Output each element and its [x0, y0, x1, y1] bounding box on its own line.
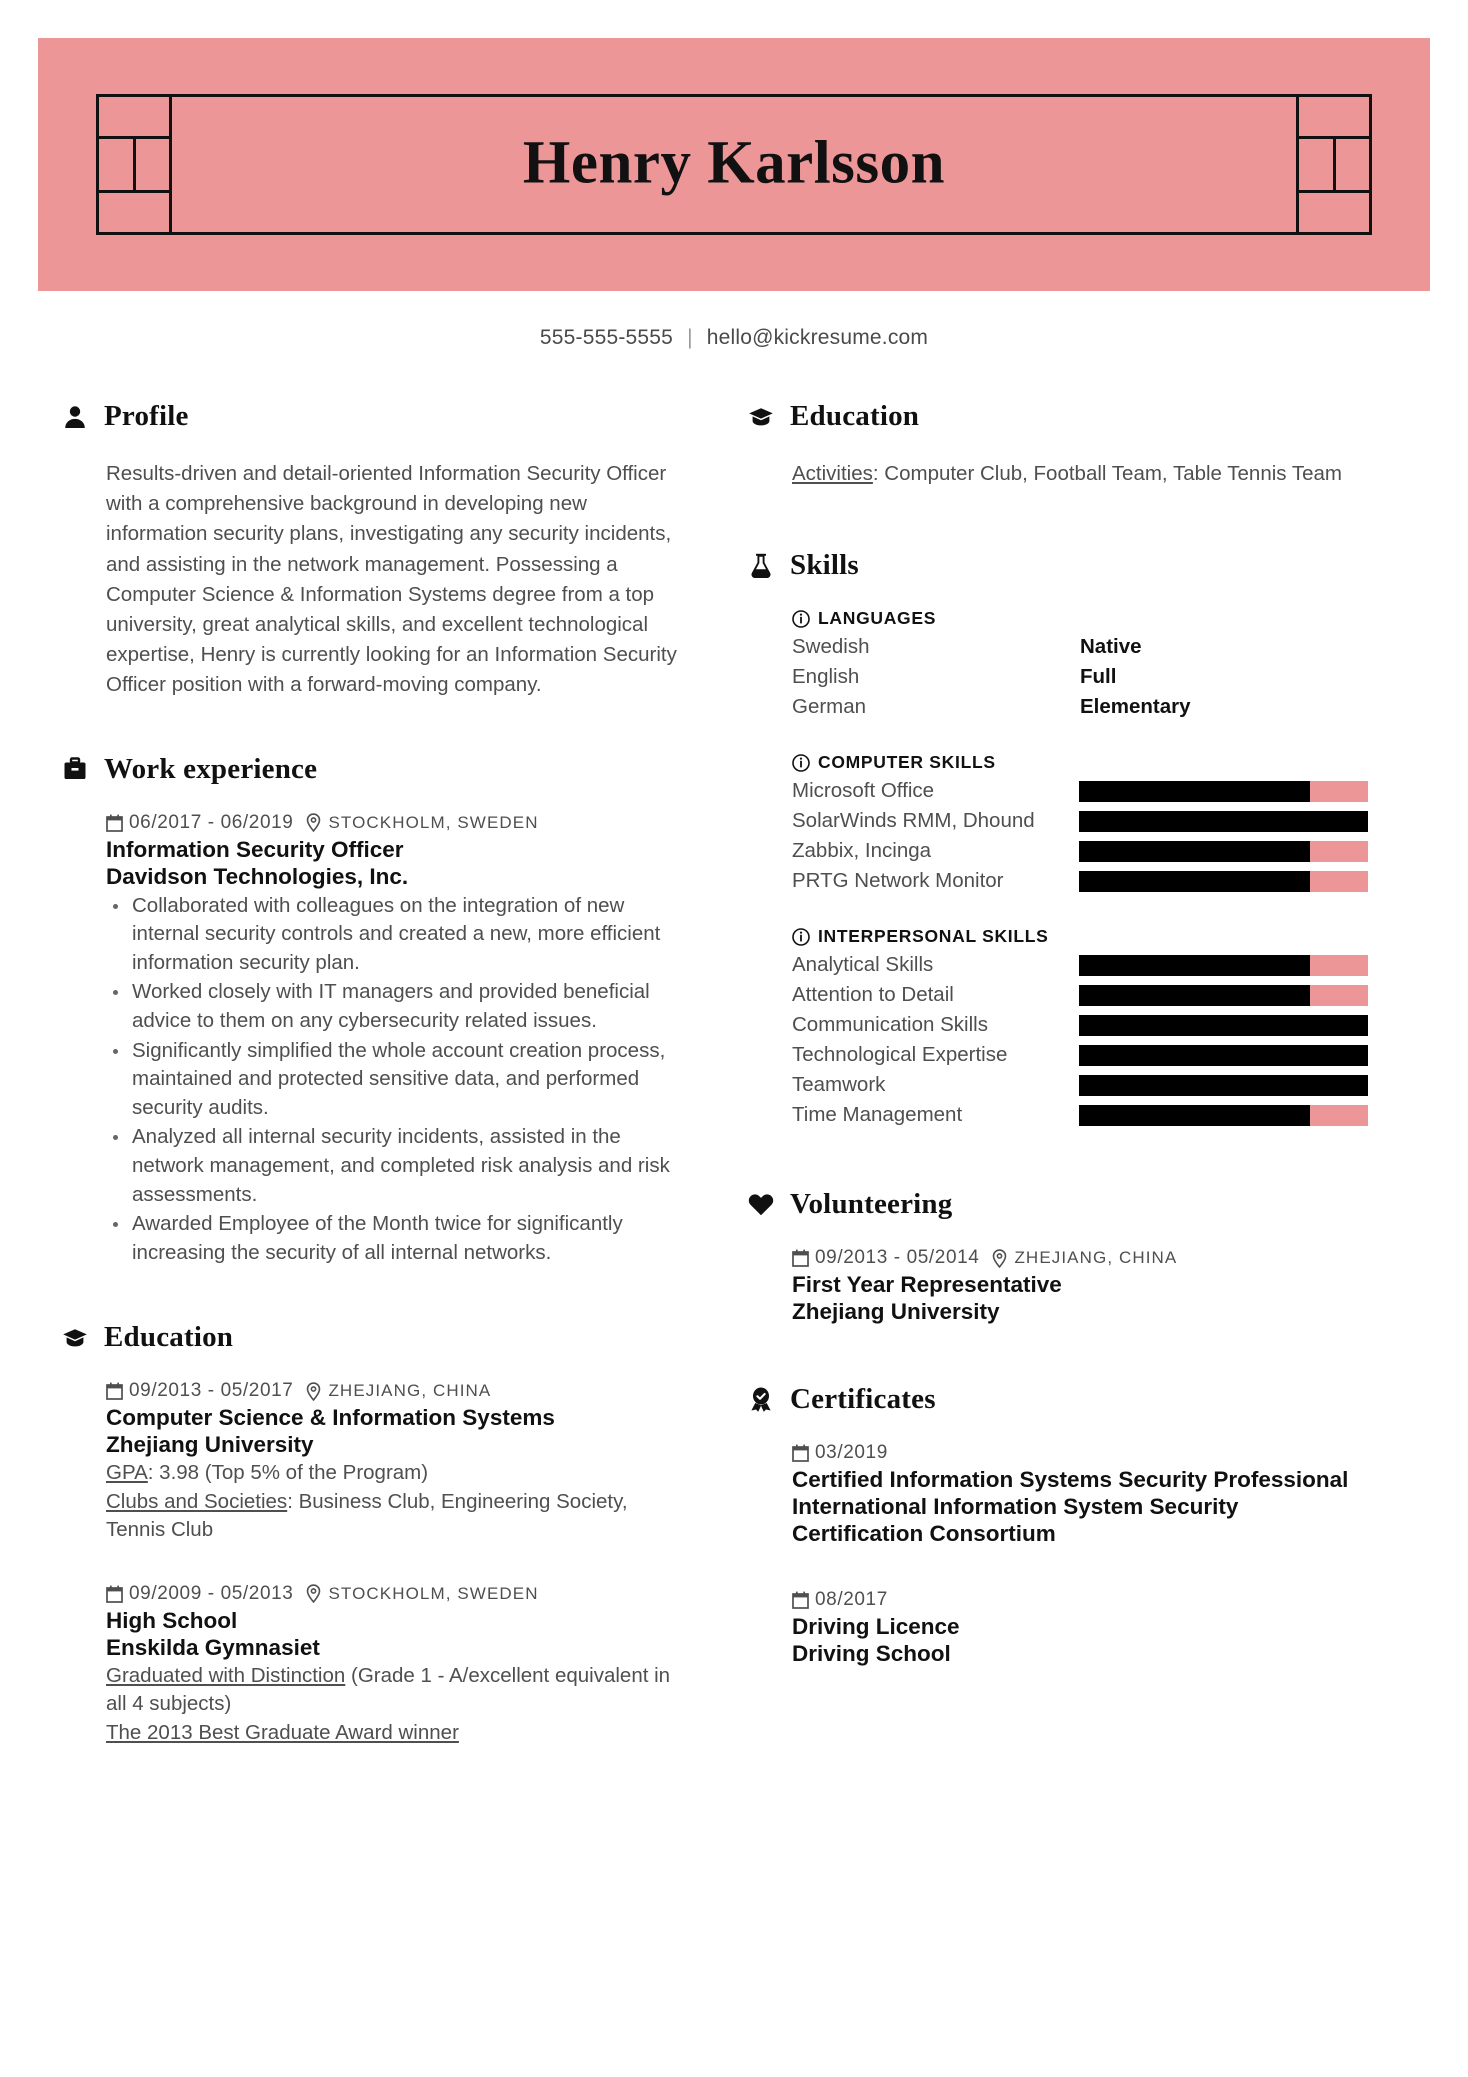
volunteering-entry-org: Zhejiang University — [792, 1299, 1000, 1325]
list-item — [792, 836, 1368, 866]
list-item — [792, 662, 1368, 692]
volunteering-title: Volunteering — [790, 1188, 953, 1221]
info-icon — [792, 610, 810, 628]
skill-level-bar — [1079, 841, 1368, 862]
list-item — [792, 806, 1368, 836]
certificate-entry-meta — [792, 1589, 1368, 1611]
list-item — [792, 1100, 1368, 1130]
skill-level-bar — [1079, 1075, 1368, 1096]
certificate-entry-name: Driving Licence — [792, 1614, 960, 1640]
language-level: Native — [1080, 635, 1142, 659]
calendar-icon — [106, 1382, 123, 1400]
work-entry-dates: 06/2017 - 06/2019 — [129, 811, 294, 833]
education-entry-degree: High School — [106, 1607, 238, 1633]
section-education-left — [62, 1321, 682, 1747]
language-name: English — [792, 665, 860, 689]
education-left-title: Education — [104, 1321, 234, 1354]
skill-group-computer-skills — [792, 752, 1368, 896]
education-entry-dates: 09/2009 - 05/2013 — [129, 1582, 294, 1604]
education-right-title: Education — [790, 400, 920, 432]
skill-level-bar — [1079, 811, 1368, 832]
skill-level-bar — [1079, 955, 1368, 976]
certificate-entry-meta — [792, 1442, 1368, 1464]
note-value: (Grade 1 - A/excellent equivalent in all 4 subjects) — [106, 1663, 671, 1716]
note-value: : 3.98 (Top 5% of the Program) — [147, 1461, 429, 1485]
work-entry-company: Davidson Technologies, Inc. — [106, 863, 409, 889]
list-item — [792, 1070, 1368, 1100]
skill-group-label: LANGUAGES — [818, 608, 937, 629]
education-left-heading — [62, 1321, 682, 1354]
list-item — [792, 1010, 1368, 1040]
flask-icon — [748, 553, 774, 579]
phone-number[interactable]: 555-555-5555 — [539, 326, 674, 349]
work-entry-meta — [106, 812, 682, 834]
profile-title: Profile — [104, 400, 189, 432]
skill-name: PRTG Network Monitor — [792, 869, 1004, 893]
skill-group-languages — [792, 608, 1368, 722]
section-profile — [62, 400, 682, 701]
volunteering-entry-location: ZHEJIANG, CHINA — [1014, 1248, 1178, 1268]
list-item: Significantly simplified the whole account creation process, maintained and protected sensitive data, and performed security audits. — [130, 1037, 682, 1123]
education-right-heading — [748, 400, 1368, 433]
education-entry-school: Zhejiang University — [106, 1432, 314, 1458]
person-icon — [62, 404, 88, 430]
list-item — [792, 632, 1368, 662]
location-pin-icon — [306, 1382, 321, 1401]
list-item: Analyzed all internal security incidents, assisted in the network management, and completed risk analysis and risk assessments. — [130, 1123, 682, 1209]
activities-label: Activities — [792, 462, 873, 485]
skill-level-bar — [1079, 871, 1368, 892]
header-band — [38, 38, 1430, 291]
profile-text: Results-driven and detail-oriented Information Security Officer with a comprehensive background in developing new information security plans, investigating any security incidents, and assisting in the network management. Possessing a Computer Science & Information Systems degree from a top university, great analytical skills, and excellent technological expertise, Henry is currently looking for an Information Security Officer position with a forward-moving company. — [106, 462, 677, 697]
calendar-icon — [106, 1585, 123, 1603]
list-item — [792, 980, 1368, 1010]
activities-value: : Computer Club, Football Team, Table Tennis Team — [872, 462, 1342, 485]
skill-level-bar — [1079, 1015, 1368, 1036]
list-item: Collaborated with colleagues on the integration of new internal security controls and created a new, more efficient information security plan. — [130, 892, 682, 978]
award-icon — [748, 1387, 774, 1413]
left-column — [62, 400, 682, 1751]
language-level: Elementary — [1080, 695, 1191, 719]
education-activities — [792, 459, 1368, 489]
work-entry — [106, 812, 682, 1268]
skill-name-text: SolarWinds RMM, Dhound — [792, 809, 1035, 833]
list-item — [792, 866, 1368, 896]
heart-icon — [748, 1192, 774, 1218]
skill-level-bar — [1079, 1045, 1368, 1066]
skill-name: Attention to Detail — [792, 983, 954, 1007]
education-entry-note-award — [106, 1719, 682, 1748]
info-icon — [792, 754, 810, 772]
section-certificates — [748, 1383, 1368, 1667]
certificate-entry — [792, 1589, 1368, 1667]
location-pin-icon — [306, 1584, 321, 1603]
skill-name: Teamwork — [792, 1073, 886, 1097]
education-entry-dates: 09/2013 - 05/2017 — [129, 1380, 294, 1402]
calendar-icon — [792, 1591, 809, 1609]
work-entry-title: Information Security Officer — [106, 836, 404, 862]
work-experience-title: Work experience — [104, 752, 318, 785]
certificate-entry-name: Certified Information Systems Security Professional — [792, 1467, 1349, 1493]
list-item — [792, 950, 1368, 980]
skill-level-bar — [1079, 1105, 1368, 1126]
contact-line — [0, 326, 1468, 350]
skill-level-bar — [1079, 781, 1368, 802]
calendar-icon — [792, 1249, 809, 1267]
note-label: Clubs and Societies — [106, 1489, 288, 1513]
info-icon — [792, 928, 810, 946]
contact-separator: | — [687, 326, 693, 349]
list-item — [792, 692, 1368, 722]
skill-name: Time Management — [792, 1103, 963, 1127]
note-label: Graduated with Distinction — [106, 1663, 346, 1687]
language-name: German — [792, 695, 867, 719]
skill-group-label: INTERPERSONAL SKILLS — [818, 926, 1049, 947]
volunteering-heading — [748, 1188, 1368, 1221]
education-entry-meta — [106, 1583, 682, 1605]
work-entry-location: STOCKHOLM, SWEDEN — [328, 812, 539, 832]
briefcase-icon — [62, 756, 88, 782]
note-value: : Business Club, Engineering Society, Tennis Club — [106, 1489, 628, 1542]
graduation-cap-icon — [62, 1325, 88, 1351]
education-entry-school: Enskilda Gymnasiet — [106, 1634, 320, 1660]
skill-level-bar — [1079, 985, 1368, 1006]
work-experience-heading — [62, 753, 682, 786]
education-entry-location: STOCKHOLM, SWEDEN — [328, 1583, 539, 1603]
skill-name: Zabbix, Incinga — [792, 839, 932, 863]
skill-name: Communication Skills — [792, 1013, 988, 1037]
education-entry-degree: Computer Science & Information Systems — [106, 1405, 555, 1431]
section-work-experience — [62, 753, 682, 1268]
section-education-right — [748, 400, 1368, 489]
list-item: Awarded Employee of the Month twice for significantly increasing the security of all internal networks. — [130, 1210, 682, 1267]
skills-heading — [748, 549, 1368, 582]
skill-name: Technological Expertise — [792, 1043, 1008, 1067]
certificates-heading — [748, 1383, 1368, 1416]
skill-name: Analytical Skills — [792, 953, 934, 977]
skill-name — [792, 806, 1079, 836]
certificate-entry-date: 03/2019 — [815, 1442, 888, 1464]
calendar-icon — [106, 814, 123, 832]
skill-group-label: COMPUTER SKILLS — [818, 752, 996, 773]
education-entry-note-gpa — [106, 1459, 682, 1488]
graduation-cap-icon — [748, 404, 774, 430]
language-name: Swedish — [792, 635, 870, 659]
section-volunteering — [748, 1188, 1368, 1325]
list-item: Worked closely with IT managers and provided beneficial advice to them on any cybersecurity related issues. — [130, 978, 682, 1035]
calendar-icon — [792, 1444, 809, 1462]
right-column — [748, 400, 1368, 1671]
language-level: Full — [1080, 665, 1117, 689]
list-item — [792, 776, 1368, 806]
education-entry-location: ZHEJIANG, CHINA — [328, 1381, 492, 1401]
volunteering-entry-meta — [792, 1247, 1368, 1269]
education-entry-meta — [106, 1380, 682, 1402]
certificate-entry-issuer: International Information System Security Certification Consortium — [792, 1494, 1239, 1547]
certificate-entry-issuer: Driving School — [792, 1641, 951, 1667]
work-entry-bullets — [106, 892, 682, 1268]
skill-name: Microsoft Office — [792, 779, 935, 803]
skill-group-interpersonal-skills — [792, 926, 1368, 1130]
header-decorative-frame — [96, 94, 1372, 235]
certificates-title: Certificates — [790, 1383, 936, 1416]
note-label: The 2013 Best Graduate Award winner — [106, 1720, 459, 1744]
volunteering-entry-dates: 09/2013 - 05/2014 — [815, 1247, 980, 1269]
email-address[interactable]: hello@kickresume.com — [706, 326, 929, 349]
education-entry-note-clubs — [106, 1488, 682, 1545]
profile-heading — [62, 400, 682, 433]
section-skills — [748, 549, 1368, 1130]
education-entry — [106, 1583, 682, 1748]
certificate-entry — [792, 1442, 1368, 1547]
list-item — [792, 1040, 1368, 1070]
volunteering-entry — [792, 1247, 1368, 1325]
skills-title: Skills — [790, 549, 859, 582]
volunteering-entry-role: First Year Representative — [792, 1272, 1062, 1298]
candidate-name: Henry Karlsson — [522, 129, 946, 197]
education-entry-note-distinction — [106, 1662, 682, 1719]
location-pin-icon — [992, 1249, 1007, 1268]
location-pin-icon — [306, 813, 321, 832]
certificate-entry-date: 08/2017 — [815, 1589, 888, 1611]
education-entry — [106, 1380, 682, 1545]
note-label: GPA — [106, 1461, 148, 1485]
